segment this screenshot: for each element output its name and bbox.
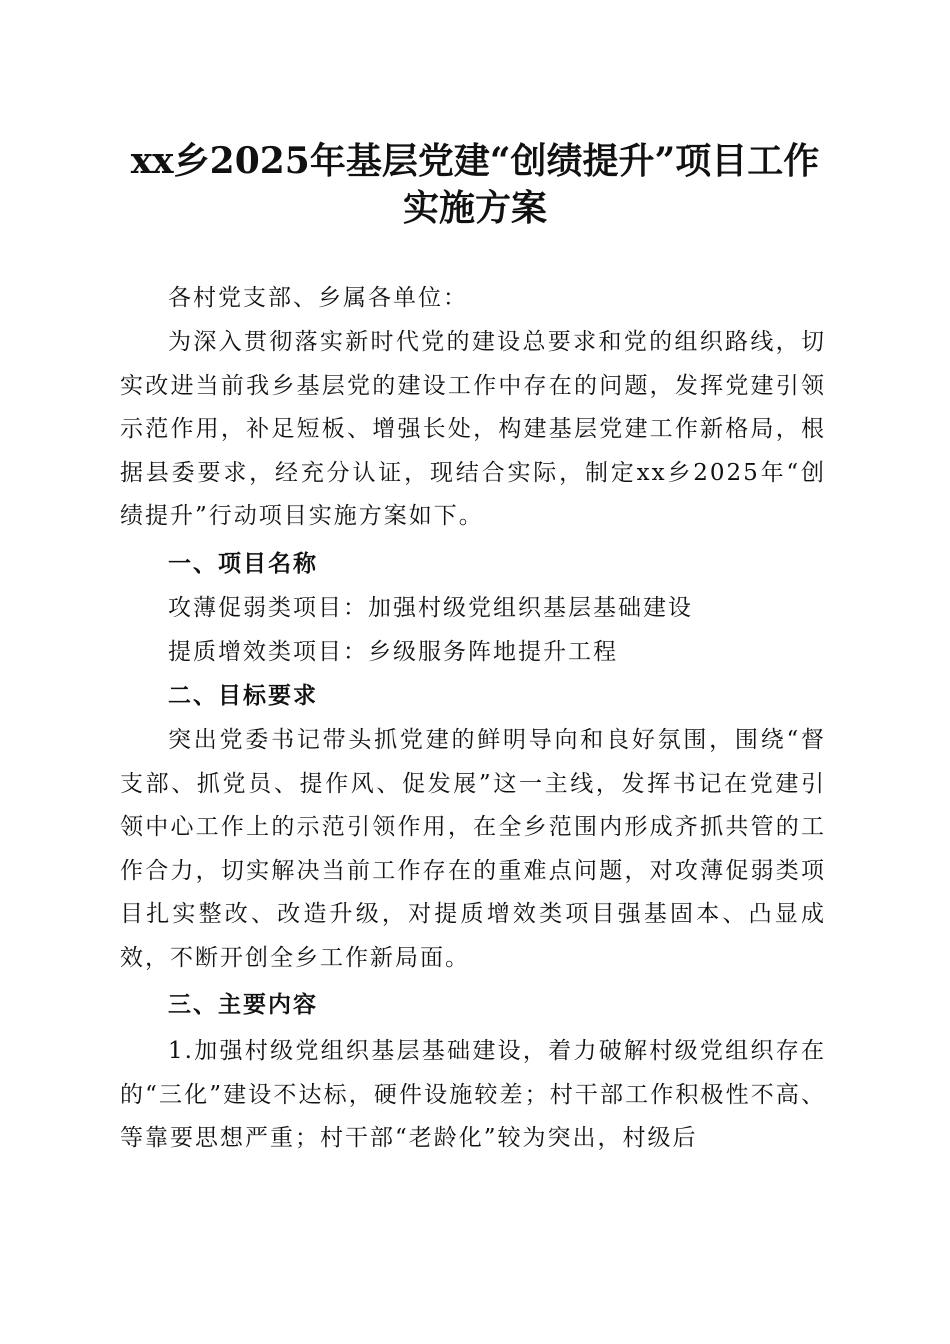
section-1-item-2: 提质增效类项目：乡级服务阵地提升工程 [168, 639, 618, 665]
section-2-paragraph: 突出党委书记带头抓党建的鲜明导向和良好氛围，围绕“督支部、抓党员、提作风、促发展”这一主线，发挥书记在党建引领中心工作上的示范引领作用，在全乡范围内形成齐抓共管的工作合力，切实解决当前工作存在的重难点问题，对攻薄促弱类项目扎实整改、改造升级，对提质增效类项目强基固本、凸显成效，不断开创全乡工作新局面。 [120, 727, 826, 971]
document-title-line-2: 实施方案 [402, 187, 547, 229]
section-3-heading: 三、主要内容 [168, 992, 318, 1018]
intro-paragraph: 为深入贯彻落实新时代党的建设总要求和党的组织路线，切实改进当前我乡基层党的建设工作中存在的问题，发挥党建引领示范作用，补足短板、增强长处，构建基层党建工作新格局，根据县委要求，经充分认证，现结合实际，制定xx乡2025年“创绩提升”行动项目实施方案如下。 [120, 329, 826, 529]
section-2-heading: 二、目标要求 [168, 683, 318, 709]
section-1-heading: 一、项目名称 [168, 551, 318, 577]
document-title-line-1: xx乡2025年基层党建“创绩提升”项目工作 [130, 140, 820, 182]
section-1-item-1: 攻薄促弱类项目：加强村级党组织基层基础建设 [168, 595, 693, 621]
salutation: 各村党支部、乡属各单位： [168, 285, 468, 311]
section-3-paragraph: 1.加强村级党组织基层基础建设，着力破解村级党组织存在的“三化”建设不达标，硬件设施较差；村干部工作积极性不高、等靠要思想严重；村干部“老龄化”较为突出，村级后 [120, 1038, 826, 1151]
